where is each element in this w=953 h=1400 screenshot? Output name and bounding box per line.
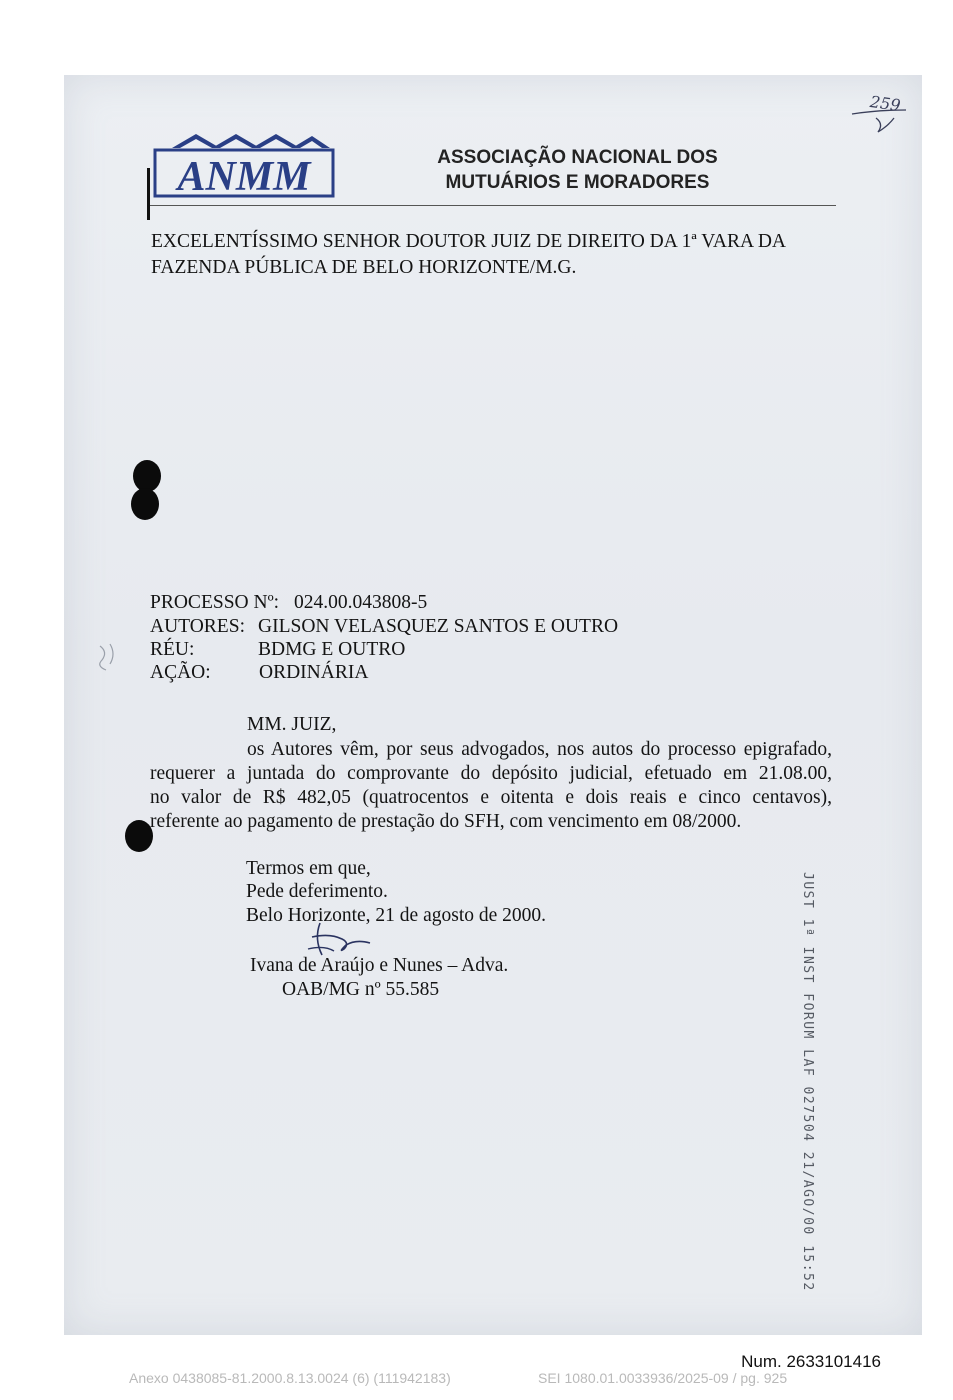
signatory-name: Ivana de Araújo e Nunes – Adva. [250,955,509,976]
action-value: ORDINÁRIA [259,662,369,683]
authors-label: AUTORES: [150,616,245,637]
logo-text: ANMM [177,154,311,200]
org-name-line1: ASSOCIAÇÃO NACIONAL DOS [437,147,718,168]
action-label: AÇÃO: [150,662,211,683]
annex-reference: Anexo 0438085-81.2000.8.13.0024 (6) (111942183) [129,1370,451,1386]
court-receipt-stamp: JUST 1ª INST FORUM LAF 027504 21/AGO/00 15:52 [800,872,815,1292]
defendant-label: RÉU: [150,639,195,660]
anmm-logo [152,130,336,200]
folio-handwritten-number [848,88,918,138]
salutation: MM. JUIZ, [247,714,337,735]
margin-initials [92,640,122,680]
closing-line2: Pede deferimento. [246,881,388,902]
addressee-line1: EXCELENTÍSSIMO SENHOR DOUTOR JUIZ DE DIREITO DA 1ª VARA DA [151,231,786,252]
addressee [151,229,851,281]
margin-mark [147,168,150,220]
org-name-line2: MUTUÁRIOS E MORADORES [445,172,710,193]
header-divider [150,205,836,206]
closing-line1: Termos em que, [246,858,371,879]
authors-value: GILSON VELASQUEZ SANTOS E OUTRO [258,616,619,637]
petition-line2: requerer a juntada do comprovante do depósito judicial, efetuado em 21.08.00, [150,763,832,784]
folio-number: 259 [868,91,902,116]
petition-line3: no valor de R$ 482,05 (quatrocentos e oitenta e dois reais e cinco centavos), [150,787,832,808]
addressee-line2: FAZENDA PÚBLICA DE BELO HORIZONTE/M.G. [151,257,577,278]
process-label: PROCESSO Nº: [150,592,280,613]
defendant-value: BDMG E OUTRO [258,639,406,660]
place-and-date: Belo Horizonte, 21 de agosto de 2000. [246,905,547,926]
petition-line1: os Autores vêm, por seus advogados, nos autos do processo epigrafado, [247,739,832,760]
punch-hole [131,488,159,520]
process-number: 024.00.043808-5 [294,592,428,613]
organization-name [400,145,755,195]
punch-hole [125,820,153,852]
petition-line4: referente ao pagamento de prestação do SFH, com vencimento em 08/2000. [150,811,742,832]
sei-reference: SEI 1080.01.0033936/2025-09 / pg. 925 [538,1370,788,1386]
document-number: Num. 2633101416 [741,1352,881,1371]
oab-registration: OAB/MG nº 55.585 [282,979,440,1000]
